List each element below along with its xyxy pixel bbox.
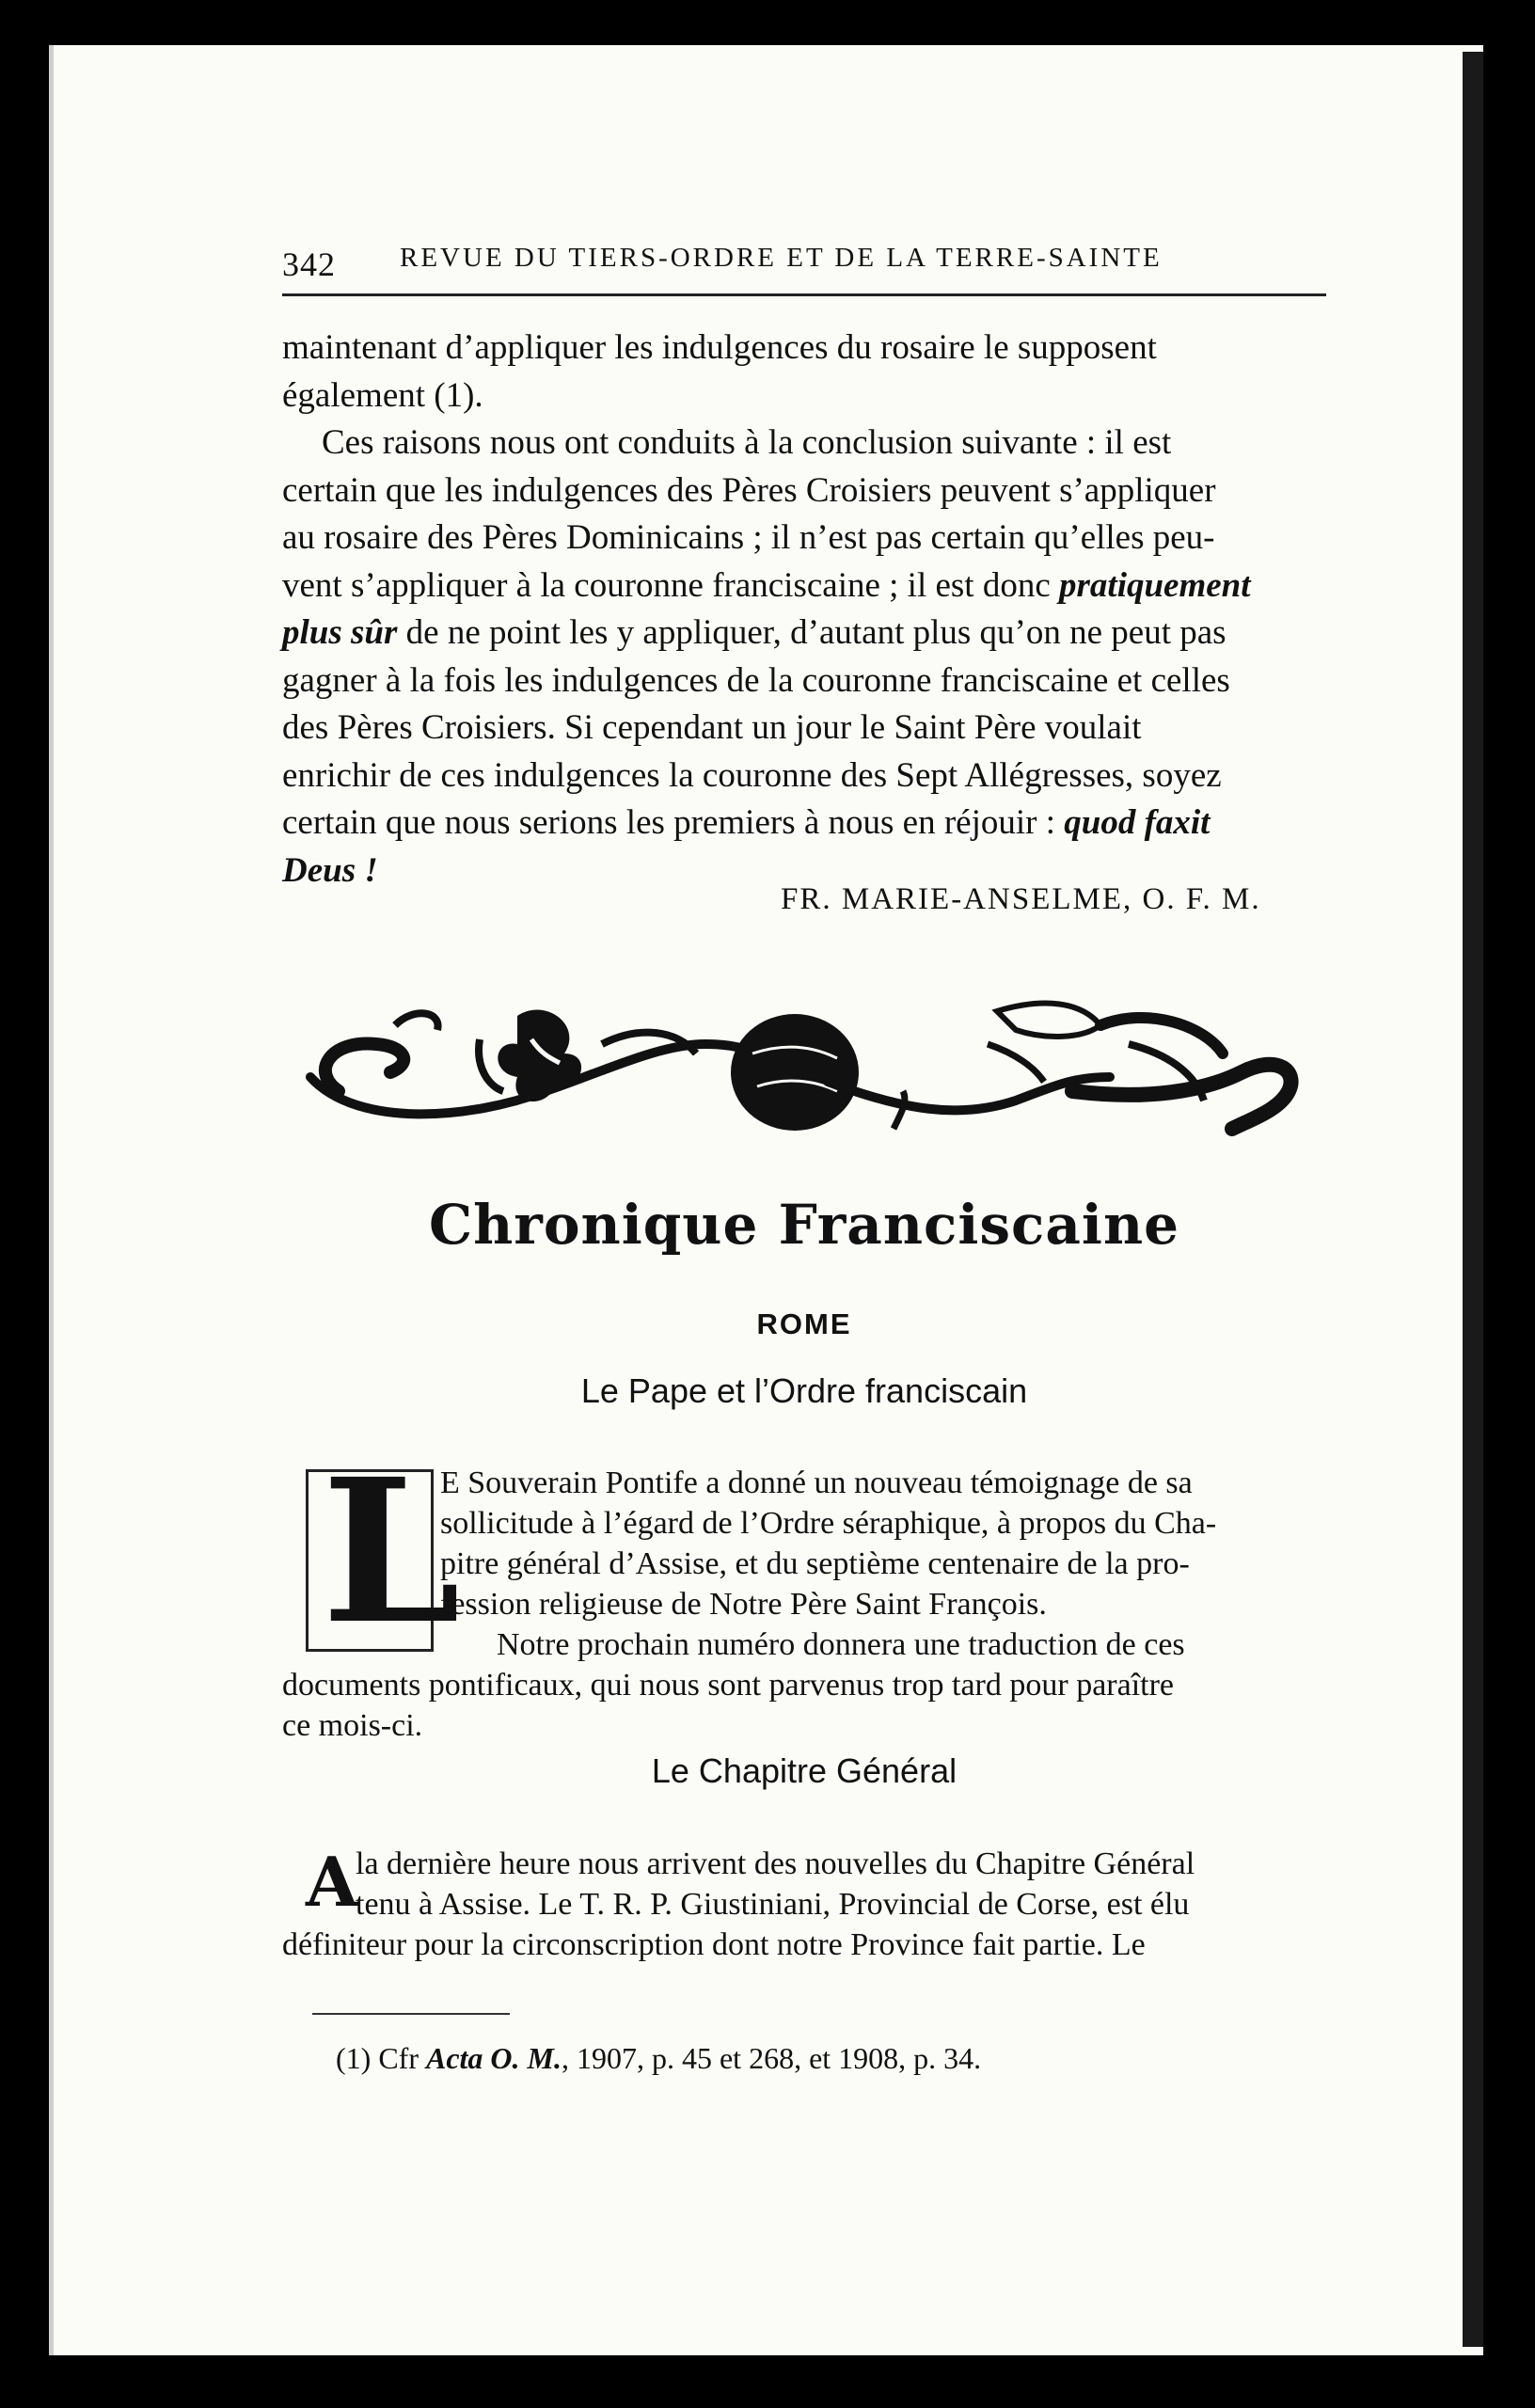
body-line: également (1).: [282, 375, 483, 415]
chapitre-paragraph: [282, 1844, 1326, 1965]
body-line: au rosaire des Pères Dominicains ; il n’est pas certain qu’elles peu-: [282, 518, 1215, 557]
running-title: REVUE DU TIERS-ORDRE ET DE LA TERRE-SAINTE: [400, 243, 1163, 273]
drop-cap-letter: L: [322, 1435, 461, 1668]
body-line: tenu à Assise. Le T. R. P. Giustiniani, Provincial de Corse, est élu: [356, 1887, 1190, 1922]
author-signature: FR. MARIE-ANSELME, O. F. M.: [781, 882, 1261, 916]
body-line: définiteur pour la circonscription dont notre Province fait partie. Le: [282, 1927, 1146, 1962]
body-line: Notre prochain numéro donnera une traduction de ces: [497, 1627, 1185, 1662]
body-line: pitre général d’Assise, et du septième centenaire de la pro-: [440, 1546, 1190, 1581]
header-rule: [282, 293, 1326, 296]
emphasis: pratiquement: [1059, 565, 1251, 605]
body-line: certain que nous serions les premiers à nous en réjouir : quod faxit: [282, 803, 1211, 842]
chronique-title: Chronique Franciscaine: [428, 1193, 1180, 1257]
body-line: ce mois-ci.: [282, 1708, 423, 1743]
body-line: la dernière heure nous arrivent des nouvelles du Chapitre Général: [356, 1846, 1195, 1881]
body-line: fession religieuse de Notre Père Saint François.: [440, 1587, 1047, 1622]
emphasis: Deus !: [282, 850, 378, 890]
emphasis: plus sûr: [282, 613, 398, 652]
body-line: Ces raisons nous ont conduits à la conclusion suivante : il est: [322, 423, 1172, 462]
article-body: [282, 325, 1326, 895]
body-line: documents pontificaux, qui nous sont parvenus trop tard pour paraître: [282, 1668, 1174, 1703]
floral-ornament-icon: [301, 988, 1326, 1148]
footnote-source: Acta O. M.: [425, 2041, 562, 2075]
running-header: [282, 231, 1326, 288]
scan-border-right: [1483, 38, 1535, 2408]
footnote-rule: [312, 2013, 510, 2015]
body-line: plus sûr de ne point les y appliquer, d’autant plus qu’on ne peut pas: [282, 613, 1226, 652]
pape-paragraph: [282, 1463, 1326, 1746]
facing-page-edge: [1463, 52, 1483, 2347]
drop-cap-a: A: [306, 1842, 358, 1922]
body-line: maintenant d’appliquer les indulgences du rosaire le supposent: [282, 328, 1157, 367]
body-line: certain que les indulgences des Pères Croisiers peuvent s’appliquer: [282, 470, 1216, 510]
body-line: E Souverain Pontife a donné un nouveau témoignage de sa: [440, 1465, 1193, 1500]
body-line: vent s’appliquer à la couronne franciscaine ; il est donc pratiquement: [282, 565, 1251, 605]
body-line: des Pères Croisiers. Si cependant un jour le Saint Père voulait: [282, 708, 1142, 747]
body-line: sollicitude à l’égard de l’Ordre séraphique, à propos du Cha-: [440, 1506, 1217, 1541]
subheading-chapitre: Le Chapitre Général: [651, 1751, 957, 1790]
subheading-pape: Le Pape et l’Ordre franciscain: [580, 1371, 1028, 1410]
scan-border-top: [0, 0, 1535, 40]
body-line: gagner à la fois les indulgences de la couronne franciscaine et celles: [282, 660, 1230, 700]
page-number: 342: [282, 246, 336, 283]
body-line: enrichir de ces indulgences la couronne des Sept Allégresses, soyez: [282, 755, 1222, 795]
scan-border-bottom: [0, 2356, 1535, 2408]
emphasis: quod faxit: [1064, 803, 1211, 842]
footnote: (1) Cfr Acta O. M., 1907, p. 45 et 268, et 1908, p. 34.: [336, 2041, 982, 2075]
section-heading: ROME: [756, 1307, 852, 1340]
